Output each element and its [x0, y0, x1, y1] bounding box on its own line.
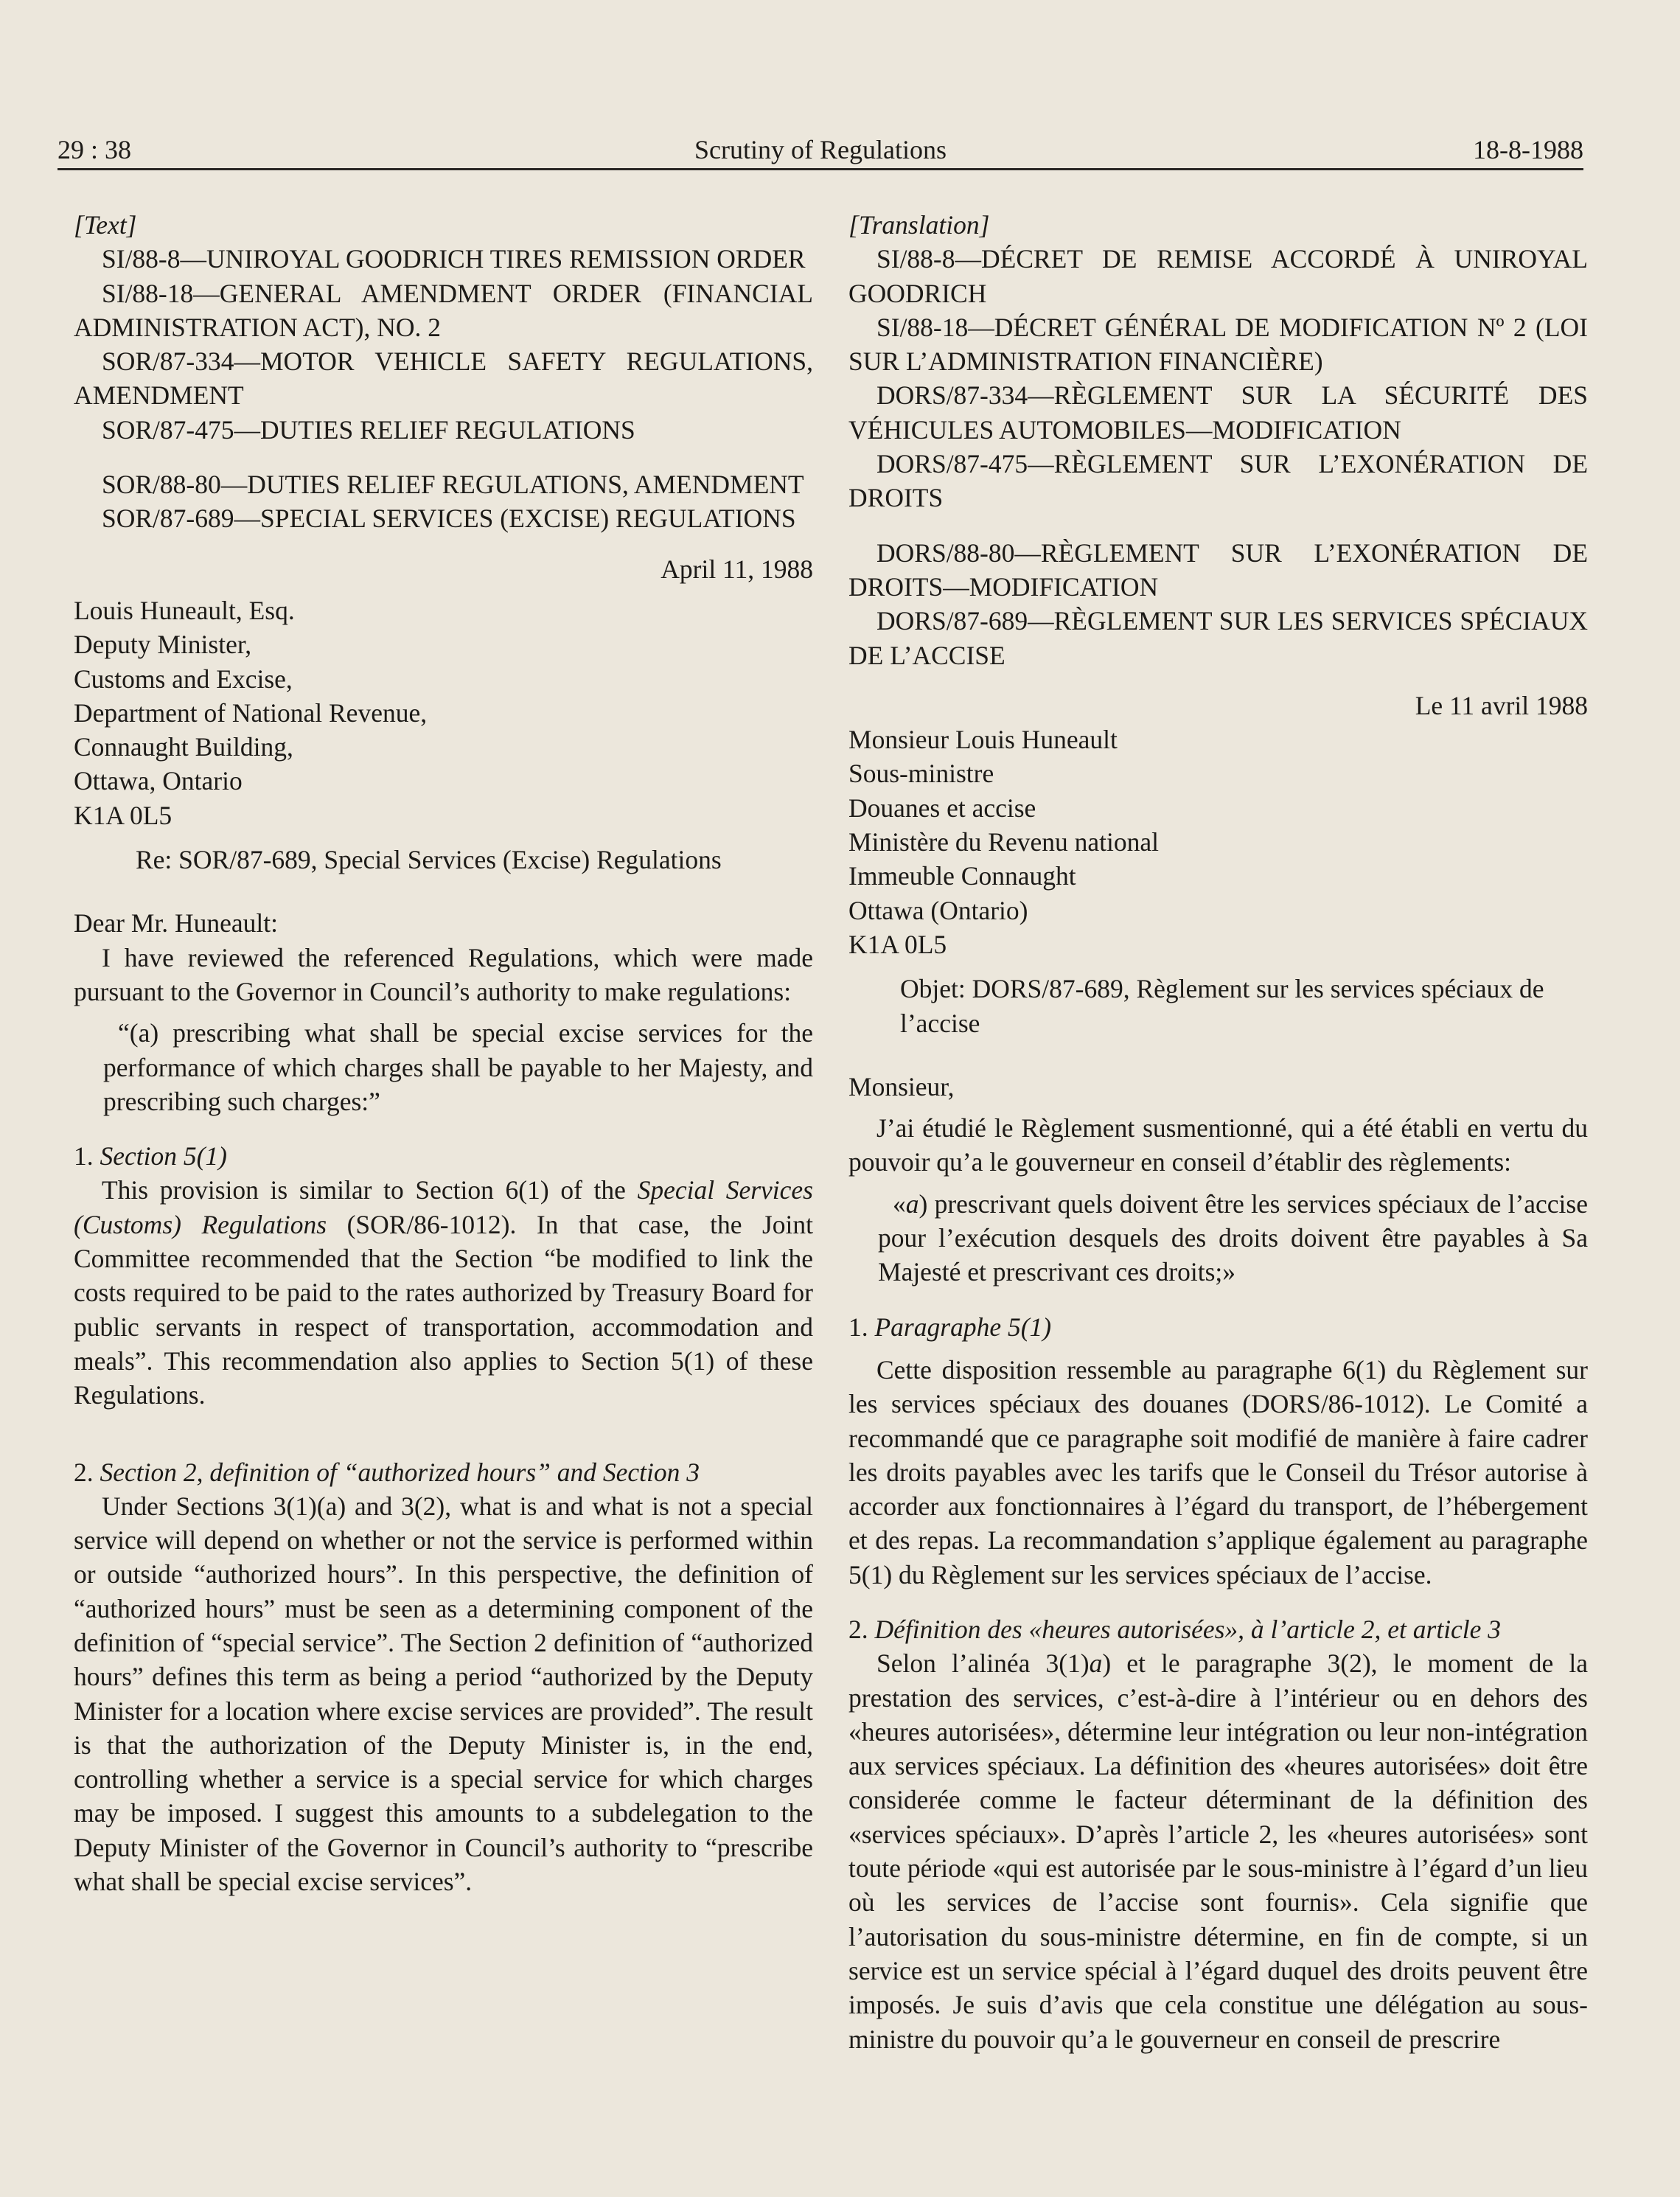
text-run: a	[1089, 1648, 1103, 1679]
regulation-title: DORS/87-475—RÈGLEMENT SUR L’EXONÉRATION DE DROITS	[848, 449, 1588, 513]
page-number: 29 : 38	[57, 135, 132, 164]
address-line: Sous-ministre	[848, 759, 994, 789]
address-line: Customs and Excise,	[74, 664, 293, 694]
salutation: Monsieur,	[848, 1071, 955, 1101]
subject-line: Objet: DORS/87-689, Règlement sur les services spéciaux de l’accise	[900, 974, 1544, 1038]
section-number: 1.	[74, 1141, 94, 1171]
section-number: 2.	[848, 1614, 868, 1644]
regulation-title: DORS/88-80—RÈGLEMENT SUR L’EXONÉRATION DE DROITS—MODIFICATION	[848, 537, 1588, 602]
address-line: Louis Huneault, Esq.	[74, 595, 295, 625]
section-paragraph	[74, 1173, 813, 1412]
text-run: ) prescrivant quels doivent être les services spéciaux de l’accise pour l’exécution desquels des droits doivent être payables à Sa Majesté et prescrivant ces droits;»	[878, 1188, 1588, 1287]
text-run: «	[893, 1188, 906, 1219]
address-line: Ottawa, Ontario	[74, 766, 243, 796]
intro-paragraph: I have reviewed the referenced Regulations, which were made pursuant to the Governor in Council’s authority to make regulations:	[74, 942, 813, 1006]
issue-date: 18-8-1988	[1473, 135, 1583, 164]
subject-line: Re: SOR/87-689, Special Services (Excise) Regulations	[136, 845, 722, 875]
text-run: This provision is similar to Section 6(1) of the	[102, 1175, 638, 1205]
publication-title: Scrutiny of Regulations	[694, 135, 947, 164]
regulation-title: SOR/87-475—DUTIES RELIEF REGULATIONS	[102, 414, 635, 445]
section-number: 2.	[74, 1457, 94, 1487]
address-line: Douanes et accise	[848, 793, 1036, 823]
section-title: Section 5(1)	[100, 1141, 228, 1171]
section-paragraph: Under Sections 3(1)(a) and 3(2), what is and what is not a special service will depend on whether or not the service is performed within or outside “authorized hours”. In this perspective, the definition of “authorized hours” must be seen as a determining component of the definition of “special service”. The Section 2 definition of “authorized hours” defines this term as being a period “authorized by the Deputy Minister for a location where excise services are provided”. The result is that the authorization of the Deputy Minister is, in the end, controlling whether a service is a special service for which charges may be imposed. I suggest this amounts to a subdelegation to the Deputy Minister of the Governor in Council’s authority to “prescribe what shall be special excise services”.	[74, 1491, 813, 1897]
address-line: Department of National Revenue,	[74, 697, 428, 728]
quoted-authority: “(a) prescribing what shall be special excise services for the performance of which charges shall be payable to her Majesty, and prescribing such charges:”	[103, 1018, 813, 1116]
quoted-authority	[848, 1187, 1588, 1289]
address-line: K1A 0L5	[848, 929, 947, 959]
section-paragraph	[848, 1646, 1588, 2056]
regulation-title: SI/88-18—GENERAL AMENDMENT ORDER (FINANCIAL ADMINISTRATION ACT), NO. 2	[74, 278, 813, 342]
section-title: Paragraphe 5(1)	[874, 1312, 1052, 1342]
text-run: a	[905, 1188, 919, 1219]
running-header	[57, 131, 1583, 170]
regulation-title: DORS/87-689—RÈGLEMENT SUR LES SERVICES SPÉCIAUX DE L’ACCISE	[848, 606, 1588, 670]
regulation-title: SOR/87-334—MOTOR VEHICLE SAFETY REGULATIONS, AMENDMENT	[74, 347, 813, 411]
text-tag: [Text]	[74, 210, 137, 240]
french-column	[848, 208, 1588, 2056]
regulation-title: SI/88-8—DÉCRET DE REMISE ACCORDÉ À UNIROYAL GOODRICH	[848, 244, 1588, 308]
intro-paragraph: J’ai étudié le Règlement susmentionné, qui a été établi en vertu du pouvoir qu’a le gouverneur en conseil d’établir des règlements:	[848, 1113, 1588, 1177]
regulation-title: SI/88-18—DÉCRET GÉNÉRAL DE MODIFICATION Nº 2 (LOI SUR L’ADMINISTRATION FINANCIÈRE)	[848, 312, 1588, 377]
address-line: Connaught Building,	[74, 732, 293, 762]
section-heading	[74, 1455, 813, 1489]
english-column	[74, 208, 813, 1898]
cited-regulation: Special Services (Customs) Regulations	[74, 1175, 813, 1239]
text-run: Selon l’alinéa 3(1)	[876, 1648, 1090, 1679]
address-line: Ottawa (Ontario)	[848, 895, 1028, 925]
text-run: (SOR/86-1012). In that case, the Joint Committee recommended that the Section “be modified to link the costs required to be paid to the rates authorized by Treasury Board for public servants in respect of transportation, accommodation and meals”. This recommendation also applies to Section 5(1) of these Regulations.	[74, 1209, 813, 1410]
regulation-title: SI/88-8—UNIROYAL GOODRICH TIRES REMISSION ORDER	[102, 244, 806, 274]
regulation-title: SOR/88-80—DUTIES RELIEF REGULATIONS, AMENDMENT	[102, 470, 804, 500]
salutation: Dear Mr. Huneault:	[74, 908, 279, 939]
address-line: Immeuble Connaught	[848, 861, 1076, 891]
section-heading	[848, 1310, 1588, 1344]
letter-date: April 11, 1988	[661, 554, 813, 584]
address-line: Ministère du Revenu national	[848, 827, 1159, 857]
address-line: Monsieur Louis Huneault	[848, 725, 1118, 755]
section-paragraph: Cette disposition ressemble au paragraphe 6(1) du Règlement sur les services spéciaux des douanes (DORS/86-1012). Le Comité a recommandé que ce paragraphe soit modifié de manière à faire cadrer les droits payables avec les tarifs que le Conseil du Trésor autorise à accorder aux fonctionnaires à l’égard du transport, de l’hébergement et des repas. La recommandation s’applique également au paragraphe 5(1) du Règlement sur les services spéciaux de l’accise.	[848, 1354, 1588, 1590]
section-number: 1.	[848, 1312, 868, 1342]
text-run: ) et le paragraphe 3(2), le moment de la prestation des services, c’est-à-dire à l’intérieur ou en dehors des «heures autorisées», détermine leur intégration ou leur non-intégration aux services spéciaux. La définition des «heures autorisées» doit être considerée comme le facteur déterminant de la définition des «services spéciaux». D’après l’article 2, les «heures autorisées» sont toute période «qui est autorisée par le sous-ministre à l’égard d’un lieu où les services de l’accise sont fournis». Cela signifie que l’autorisation du sous-ministre détermine, en fin de compte, si un service est un service spécial à l’égard duquel des droits peuvent être imposés. Je suis d’avis que cela constitue une délégation au sous-ministre du pouvoir qu’a le gouverneur en conseil de prescrire	[848, 1648, 1589, 2054]
section-heading	[74, 1139, 813, 1173]
regulation-title: SOR/87-689—SPECIAL SERVICES (EXCISE) REGULATIONS	[102, 504, 796, 534]
section-title: Section 2, definition of “authorized hours” and Section 3	[100, 1457, 700, 1487]
address-line: K1A 0L5	[74, 800, 172, 830]
letter-date: Le 11 avril 1988	[1415, 690, 1588, 720]
translation-tag: [Translation]	[848, 210, 990, 240]
regulation-title: DORS/87-334—RÈGLEMENT SUR LA SÉCURITÉ DES VÉHICULES AUTOMOBILES—MODIFICATION	[848, 380, 1588, 445]
address-line: Deputy Minister,	[74, 630, 252, 660]
section-heading	[848, 1612, 1588, 1646]
section-title: Définition des «heures autorisées», à l’article 2, et article 3	[874, 1614, 1502, 1644]
